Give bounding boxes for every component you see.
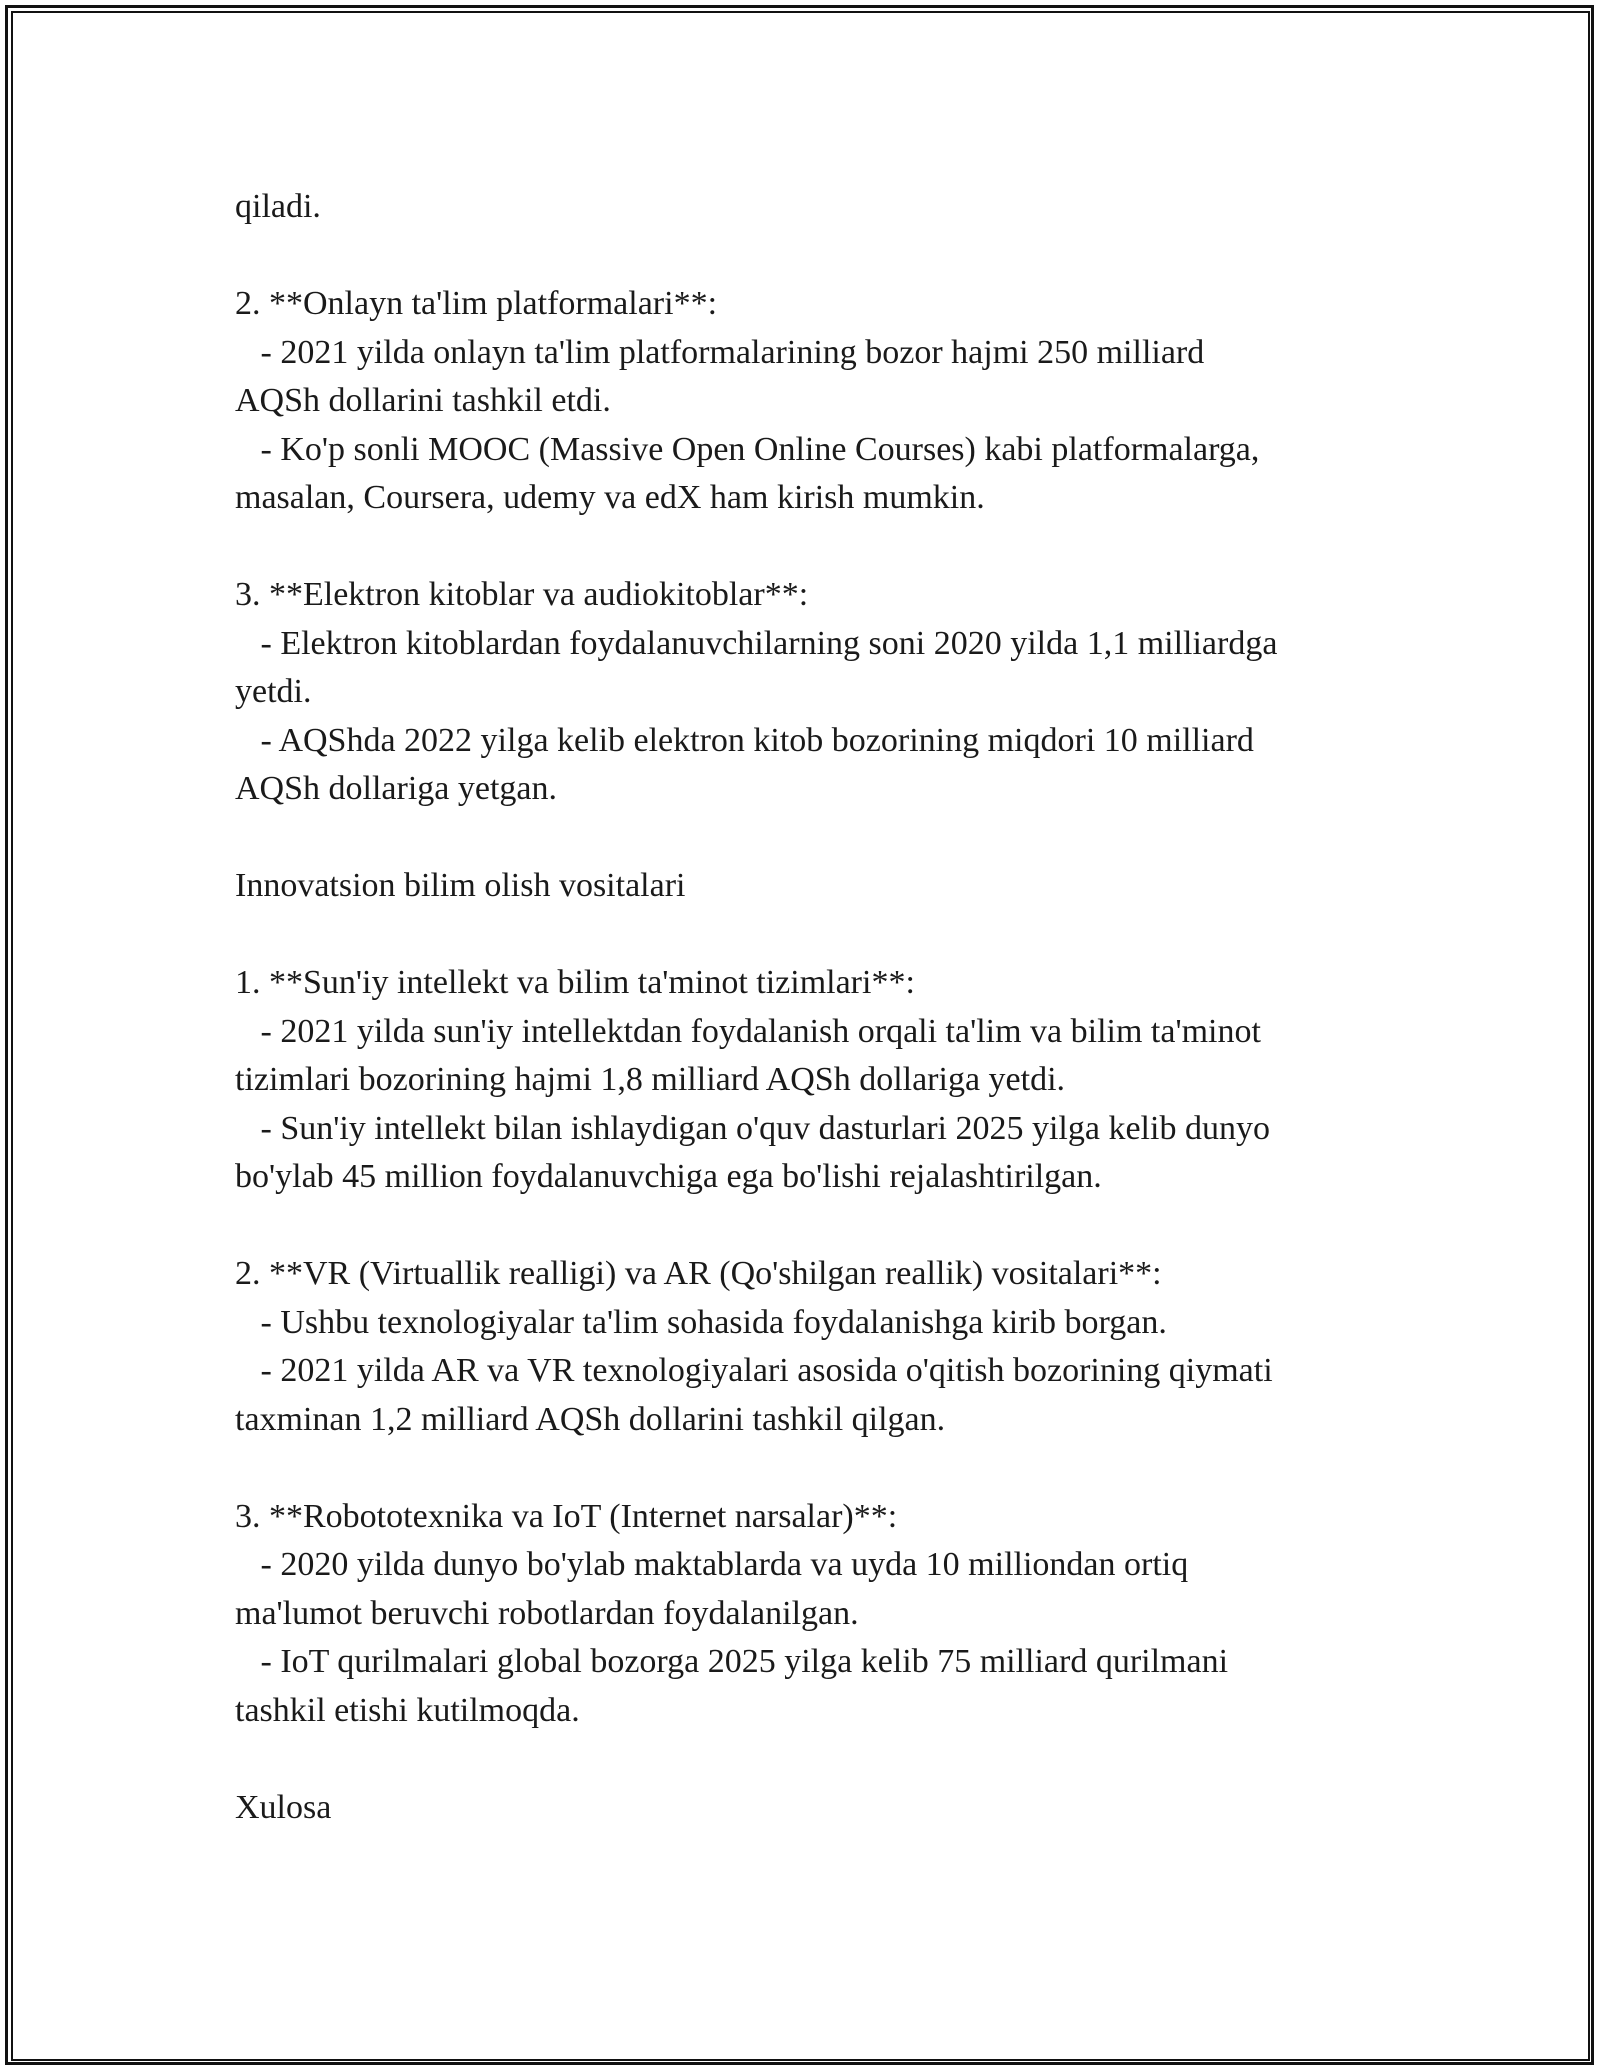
text-line: AQSh dollarini tashkil etdi.: [235, 382, 611, 419]
text-line: - IoT qurilmalari global bozorga 2025 yilga kelib 75 milliard qurilmani: [235, 1643, 1229, 1680]
text-line: - 2021 yilda AR va VR texnologiyalari asosida o'qitish bozorining qiymati: [235, 1352, 1273, 1389]
blank-line: [235, 1735, 1415, 1784]
text-line: qiladi.: [235, 188, 321, 225]
document-body: [235, 183, 1415, 1832]
text-line: - 2020 yilda dunyo bo'ylab maktablarda va uyda 10 milliondan ortiq: [235, 1546, 1189, 1583]
blank-line: [235, 232, 1415, 281]
blank-line: [235, 814, 1415, 863]
blank-line: [235, 1202, 1415, 1251]
blank-line: [235, 1444, 1415, 1493]
text-line: yetdi.: [235, 673, 312, 710]
text-line: masalan, Coursera, udemy va edX ham kirish mumkin.: [235, 479, 985, 516]
text-line: - AQShda 2022 yilga kelib elektron kitob bozorining miqdori 10 milliard: [235, 721, 1254, 759]
text-line: - 2021 yilda onlayn ta'lim platformalarining bozor hajmi 250 milliard: [235, 333, 1205, 371]
text-line: taxminan 1,2 milliard AQSh dollarini tashkil qilgan.: [235, 1400, 946, 1438]
list-heading-robotics-iot: 3. **Robototexnika va IoT (Internet narsalar)**:: [235, 1497, 898, 1535]
list-heading-ebooks: 3. **Elektron kitoblar va audiokitoblar**:: [235, 576, 809, 613]
blank-line: [235, 523, 1415, 572]
text-line: bo'ylab 45 million foydalanuvchiga ega bo'lishi rejalashtirilgan.: [235, 1158, 1102, 1195]
text-line: tizimlari bozorining hajmi 1,8 milliard AQSh dollariga yetdi.: [235, 1061, 1066, 1098]
section-heading-innovative-tools: Innovatsion bilim olish vositalari: [235, 867, 686, 904]
text-line: - Ushbu texnologiyalar ta'lim sohasida foydalanishga kirib borgan.: [235, 1303, 1167, 1341]
list-heading-vr-ar: 2. **VR (Virtuallik realligi) va AR (Qo'shilgan reallik) vositalari**:: [235, 1255, 1162, 1292]
text-line: - Ko'p sonli MOOC (Massive Open Online Courses) kabi platformalarga,: [235, 430, 1260, 468]
text-line: tashkil etishi kutilmoqda.: [235, 1691, 580, 1729]
list-heading-ai: 1. **Sun'iy intellekt va bilim ta'minot tizimlari**:: [235, 964, 915, 1001]
text-line: AQSh dollariga yetgan.: [235, 770, 557, 807]
text-line: - Sun'iy intellekt bilan ishlaydigan o'quv dasturlari 2025 yilga kelib dunyo: [235, 1109, 1270, 1147]
text-line: ma'lumot beruvchi robotlardan foydalanilgan.: [235, 1594, 859, 1632]
text-line: - Elektron kitoblardan foydalanuvchilarning soni 2020 yilda 1,1 milliardga: [235, 624, 1278, 662]
text-line: - 2021 yilda sun'iy intellektdan foydalanish orqali ta'lim va bilim ta'minot: [235, 1012, 1261, 1050]
list-heading-online-platforms: 2. **Onlayn ta'lim platformalari**:: [235, 285, 718, 322]
section-heading-conclusion: Xulosa: [235, 1788, 332, 1826]
blank-line: [235, 911, 1415, 960]
